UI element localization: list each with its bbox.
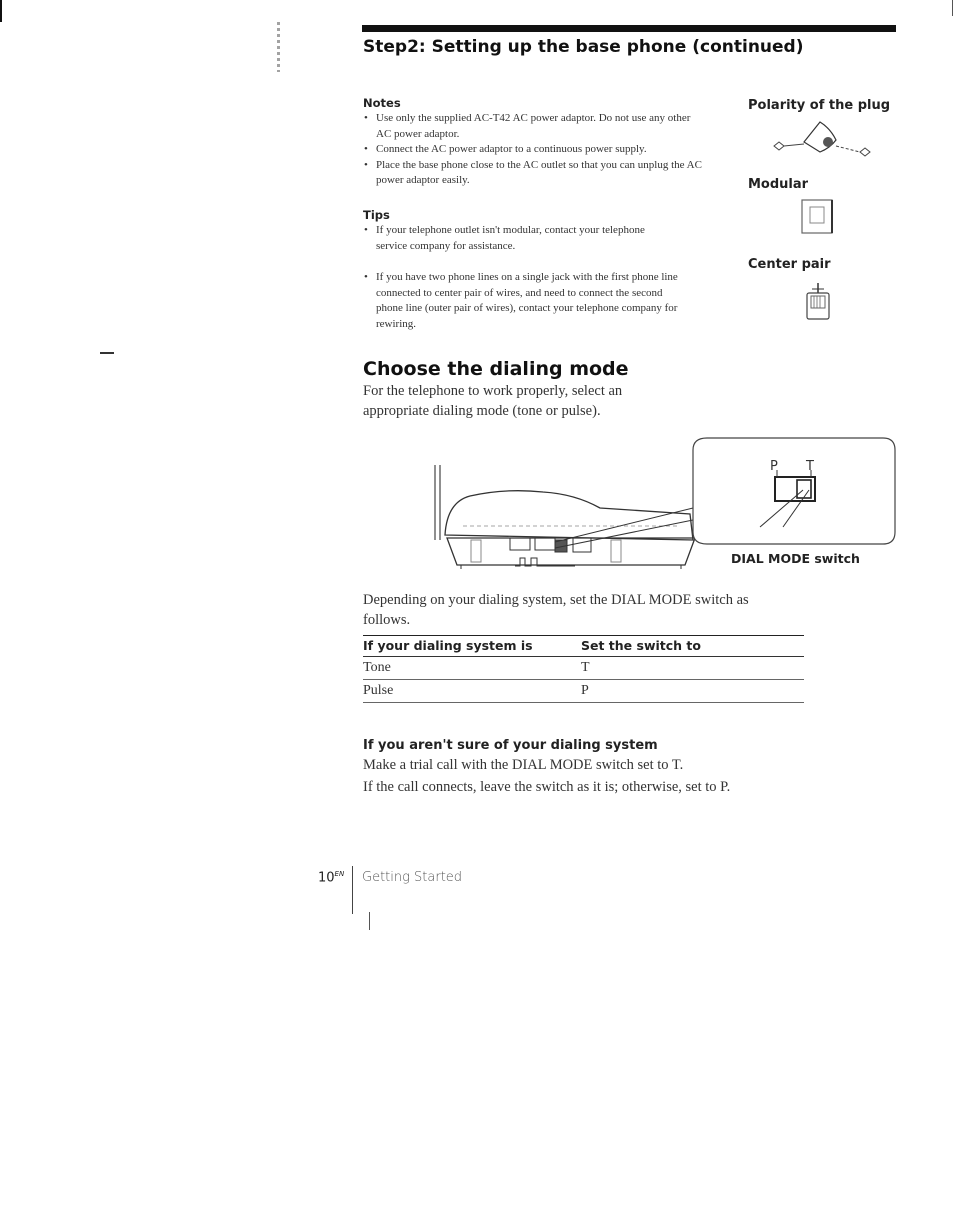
notes-heading: Notes — [363, 96, 401, 110]
tips-heading: Tips — [363, 208, 390, 222]
table-header: Set the switch to — [581, 636, 804, 657]
tips-list-1 — [363, 223, 663, 254]
table-cell: Pulse — [363, 680, 581, 703]
table-cell: Tone — [363, 657, 581, 680]
page-number-suffix: EN — [334, 870, 345, 878]
base-phone-illustration — [425, 430, 900, 570]
unsure-line: If the call connects, leave the switch as it is; otherwise, set to P. — [363, 779, 731, 795]
table-header-row — [363, 636, 804, 657]
footer-section: Getting Started — [362, 870, 463, 885]
unsure-line: Make a trial call with the DIAL MODE switch set to T. — [363, 757, 684, 773]
plug-polarity-icon — [772, 118, 877, 168]
center-pair-label: Center pair — [748, 257, 831, 272]
page-title: Step2: Setting up the base phone (continued) — [363, 37, 804, 57]
notes-item: • Place the base phone close to the AC outlet so that you can unplug the AC power adaptor easily. — [363, 158, 703, 189]
table-header: If your dialing system is — [363, 636, 581, 657]
switch-p-label: P — [770, 459, 778, 474]
unsure-heading: If you aren't sure of your dialing system — [363, 738, 658, 753]
dialing-mode-table — [363, 635, 804, 703]
footer-mark — [369, 912, 370, 930]
tips-list-2 — [363, 270, 678, 332]
header-rule — [362, 25, 896, 32]
scan-edge-mark — [0, 0, 2, 22]
dialing-intro: For the telephone to work properly, select an appropriate dialing mode (tone or pulse). — [363, 383, 623, 419]
center-pair-jack-icon — [804, 281, 832, 323]
modular-label: Modular — [748, 177, 809, 192]
page-number — [318, 870, 344, 885]
scan-edge-mark — [952, 0, 953, 16]
table-cell: T — [581, 657, 804, 680]
notes-item: • Connect the AC power adaptor to a continuous power supply. — [363, 142, 703, 158]
table-row — [363, 657, 804, 680]
tips-item: • If you have two phone lines on a single jack with the first phone line connected to center pair of wires, and need to connect the second phone line (outer pair of wires), contact your telephone company for rewiring. — [363, 270, 678, 332]
page-number-value: 10 — [318, 870, 335, 886]
binding-mark — [277, 22, 280, 72]
notes-list — [363, 111, 703, 189]
switch-t-label: T — [806, 459, 814, 474]
table-row — [363, 680, 804, 703]
margin-mark — [100, 352, 114, 354]
dial-mode-switch-caption: DIAL MODE switch — [731, 551, 860, 566]
notes-item: • Use only the supplied AC-T42 AC power adaptor. Do not use any other AC power adaptor. — [363, 111, 703, 142]
footer-divider — [352, 866, 353, 914]
dialing-mode-heading: Choose the dialing mode — [363, 358, 629, 380]
dialing-instruction: Depending on your dialing system, set the DIAL MODE switch as follows. — [363, 592, 749, 628]
modular-jack-icon — [800, 198, 836, 236]
polarity-label: Polarity of the plug — [748, 98, 891, 113]
table-cell: P — [581, 680, 804, 703]
tips-item: • If your telephone outlet isn't modular, contact your telephone service company for assistance. — [363, 223, 663, 254]
